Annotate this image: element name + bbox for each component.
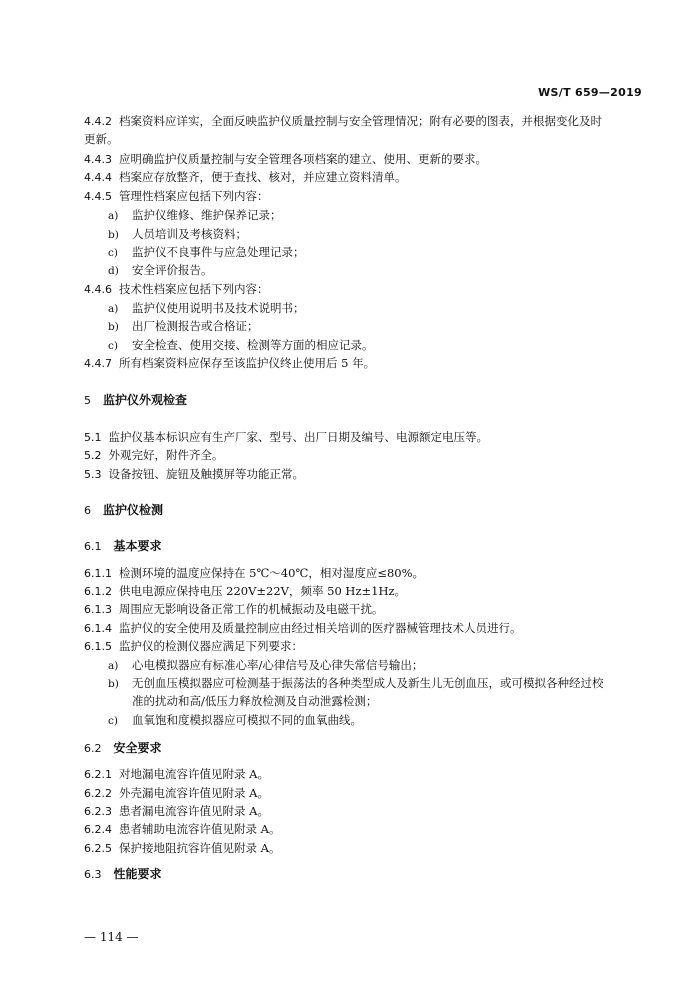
clause-6-1-5: 6.1.5 监护仪的检测仪器应满足下列要求：	[84, 639, 303, 653]
list-item: c) 安全检查、使用交接、检测等方面的相应记录。	[108, 338, 374, 352]
section-heading-5: 5 监护仪外观检查	[84, 393, 188, 407]
clause-6-2-3: 6.2.3 患者漏电流容许值见附录 A。	[84, 804, 269, 818]
list-item: b) 人员培训及考核资料；	[108, 227, 247, 241]
clause-6-1-2: 6.1.2 供电电源应保持电压 220V±22V，频率 50 Hz±1Hz。	[84, 584, 407, 598]
clause-4-4-6: 4.4.6 技术性档案应包括下列内容：	[84, 282, 269, 296]
list-item: a) 监护仪维修、维护保养记录；	[108, 208, 282, 222]
clause-5-2: 5.2 外观完好，附件齐全。	[84, 448, 224, 462]
clause-4-4-4: 4.4.4 档案应存放整齐，便于查找、核对，并应建立资料清单。	[84, 170, 407, 184]
section-heading-6: 6 监护仪检测	[84, 503, 164, 517]
list-item: c) 监护仪不良事件与应急处理记录；	[108, 245, 305, 259]
subsection-heading-6-2: 6.2 安全要求	[84, 741, 162, 755]
list-item: a) 心电模拟器应有标准心率/心律信号及心律失常信号输出；	[108, 658, 424, 672]
clause-6-2-1: 6.2.1 对地漏电流容许值见附录 A。	[84, 767, 269, 781]
list-item: d) 安全评价报告。	[108, 263, 213, 277]
list-item: a) 监护仪使用说明书及技术说明书；	[108, 301, 305, 315]
clause-6-1-3: 6.1.3 周围应无影响设备正常工作的机械振动及电磁干扰。	[84, 602, 384, 616]
clause-number: 4.4.2	[84, 115, 112, 128]
list-item: b) 无创血压模拟器应可检测基于振荡法的各种类型成人及新生儿无创血压，或可模拟各种经过校	[108, 676, 604, 690]
clause-6-1-4: 6.1.4 监护仪的安全使用及质量控制应由经过相关培训的医疗器械管理技术人员进行。	[84, 621, 522, 635]
clause-5-3: 5.3 设备按钮、旋钮及触摸屏等功能正常。	[84, 467, 304, 481]
clause-text: 档案资料应详实，全面反映监护仪质量控制与安全管理情况；附有必要的图表，并根据变化及时	[119, 114, 602, 128]
clause-4-4-2	[84, 113, 602, 130]
standard-code: WS/T 659—2019	[538, 86, 642, 99]
subsection-heading-6-1: 6.1 基本要求	[84, 539, 162, 553]
page-number: — 114 —	[84, 930, 139, 944]
clause-6-2-2: 6.2.2 外壳漏电流容许值见附录 A。	[84, 786, 269, 800]
list-item: b) 出厂检测报告或合格证；	[108, 319, 259, 333]
clause-6-2-5: 6.2.5 保护接地阻抗容许值见附录 A。	[84, 841, 281, 855]
clause-5-1: 5.1 监护仪基本标识应有生产厂家、型号、出厂日期及编号、电源额定电压等。	[84, 430, 488, 444]
clause-4-4-5: 4.4.5 管理性档案应包括下列内容：	[84, 189, 269, 203]
list-item-continuation: 准的扰动和高/低压力释放检测及自动泄露检测；	[132, 694, 378, 708]
clause-6-1-1: 6.1.1 检测环境的温度应保持在 5℃～40℃，相对湿度应≤80%。	[84, 566, 425, 580]
list-item: c) 血氧饱和度模拟器应可模拟不同的血氧曲线。	[108, 713, 362, 727]
clause-4-4-3: 4.4.3 应明确监护仪质量控制与安全管理各项档案的建立、使用、更新的要求。	[84, 152, 487, 166]
subsection-heading-6-3: 6.3 性能要求	[84, 867, 162, 881]
clause-6-2-4: 6.2.4 患者辅助电流容许值见附录 A。	[84, 822, 281, 836]
clause-4-4-7: 4.4.7 所有档案资料应保存至该监护仪终止使用后 5 年。	[84, 356, 376, 370]
clause-continuation: 更新。	[84, 132, 119, 146]
